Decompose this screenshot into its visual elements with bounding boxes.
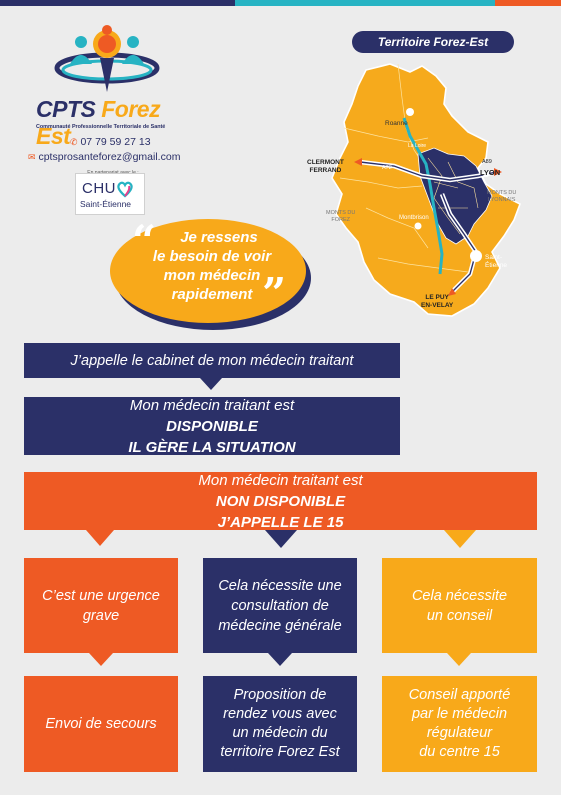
case-consultation-line2: consultation de	[231, 597, 329, 614]
step-doctor-available-emph: DISPONIBLE	[166, 417, 258, 435]
case-advice-line1: Cela nécessite	[411, 587, 508, 604]
top-stripe-navy	[0, 0, 235, 6]
result-send-help	[24, 676, 178, 772]
top-stripe-teal	[235, 0, 495, 6]
step-call-doctor-text: J’appelle le cabinet de mon médecin traitant	[70, 352, 354, 369]
map-label-river: La Loire	[408, 143, 427, 149]
chu-name: CHU	[82, 180, 116, 197]
step-doctor-unavailable-line1	[198, 470, 362, 512]
step-doctor-available	[24, 397, 400, 455]
territory-title: Territoire Forez-Est	[352, 31, 514, 53]
step-doctor-unavailable-line2: J’APPELLE LE 15	[217, 513, 344, 531]
map-label-monts-forez-1: MONTS DU	[326, 210, 356, 216]
map-label-roanne: Roanne	[385, 120, 408, 127]
case-advice-line2: un conseil	[426, 607, 493, 624]
case-consultation-line1: Cela nécessite une	[218, 577, 342, 594]
arrow-step1	[200, 378, 222, 390]
case-advice	[382, 558, 537, 653]
org-name: Forez Est	[36, 96, 161, 149]
arrow-to-col2	[265, 530, 297, 548]
result-advice-line1: Conseil apporté	[408, 687, 511, 703]
step-doctor-available-line1	[130, 395, 294, 437]
map-label-st-etienne-1: Saint-	[485, 254, 502, 261]
speech-line-2: le besoin de voir	[152, 248, 272, 265]
email-address: cptsprosanteforez@gmail.com	[38, 151, 181, 163]
chu-logo	[75, 173, 145, 215]
email-row	[28, 151, 180, 163]
map-label-monts-forez-2: FOREZ	[331, 217, 350, 223]
map-label-monts-lyonnais-1: MONTS DU	[487, 190, 517, 196]
arrow-to-col3	[444, 530, 476, 548]
phone-number: 07 79 59 27 13	[80, 136, 151, 148]
map-label-monts-forez	[326, 210, 355, 224]
result-appointment-line2: rendez vous avec	[223, 706, 337, 722]
map-label-monts-lyonnais-2: LYONNAIS	[487, 197, 516, 203]
arrow-to-col1	[86, 530, 114, 546]
result-advice	[382, 676, 537, 772]
map-label-montbrison: Montbrison	[399, 215, 429, 221]
case-urgent	[24, 558, 178, 653]
map-label-st-etienne-2: Étienne	[485, 262, 508, 269]
map-label-le-puy-1: LE PUY	[425, 294, 449, 301]
step-doctor-unavailable-emph: NON DISPONIBLE	[215, 492, 346, 510]
step-doctor-available-line2: IL GÈRE LA SITUATION	[128, 438, 296, 456]
map-label-le-puy	[421, 294, 453, 310]
result-advice-line3: régulateur	[426, 725, 493, 741]
result-appointment-line3: un médecin du	[232, 725, 328, 741]
quote-close-icon: ”	[262, 269, 287, 318]
map-label-monts-lyonnais	[487, 190, 516, 204]
step-doctor-available-text: Mon médecin traitant est	[129, 396, 295, 414]
email-icon: ✉	[28, 152, 36, 162]
map-label-clermont-1: CLERMONT	[307, 159, 344, 166]
case-urgent-line2: grave	[82, 607, 120, 624]
step-doctor-unavailable-text: Mon médecin traitant est	[198, 471, 363, 489]
arrow-col1	[89, 653, 113, 666]
phone-row	[70, 136, 151, 148]
map-label-st-etienne	[485, 254, 507, 270]
heart-icon	[116, 180, 134, 198]
map-label-clermont	[307, 159, 344, 175]
step-call-doctor	[24, 343, 400, 378]
result-send-help-text: Envoi de secours	[45, 716, 157, 732]
cpts-logo-icon	[52, 22, 162, 94]
result-appointment-line1: Proposition de	[233, 687, 327, 703]
result-advice-line4: du centre 15	[419, 744, 500, 760]
phone-icon: ✆	[70, 137, 78, 147]
quote-open-icon: “	[132, 216, 157, 265]
top-stripe-orange	[495, 0, 561, 6]
map-label-lyon: LYON	[480, 168, 501, 177]
case-urgent-line1: C’est une urgence	[42, 587, 160, 604]
chu-city: Saint-Étienne	[80, 199, 132, 209]
speech-line-3: mon médecin	[163, 267, 261, 284]
map-label-a89: A89	[482, 159, 492, 165]
speech-line-4: rapidement	[171, 286, 253, 303]
case-consultation-line3: médecine générale	[218, 617, 342, 634]
speech-line-1: Je ressens	[180, 229, 258, 246]
map-label-clermont-2: FERRAND	[309, 167, 342, 174]
result-advice-line2: par le médecin	[411, 706, 508, 722]
case-consultation	[203, 558, 357, 653]
map-label-le-puy-2: EN-VELAY	[421, 302, 454, 309]
result-appointment-line4: territoire Forez Est	[220, 744, 340, 760]
result-appointment	[203, 676, 357, 772]
arrow-col3	[447, 653, 471, 666]
map-label-a72: A72	[382, 165, 392, 171]
arrow-col2	[268, 653, 292, 666]
org-prefix: CPTS	[36, 96, 96, 122]
org-subtitle: Communauté Professionnelle Territoriale de Santé	[36, 124, 166, 130]
step-doctor-unavailable	[24, 472, 537, 530]
